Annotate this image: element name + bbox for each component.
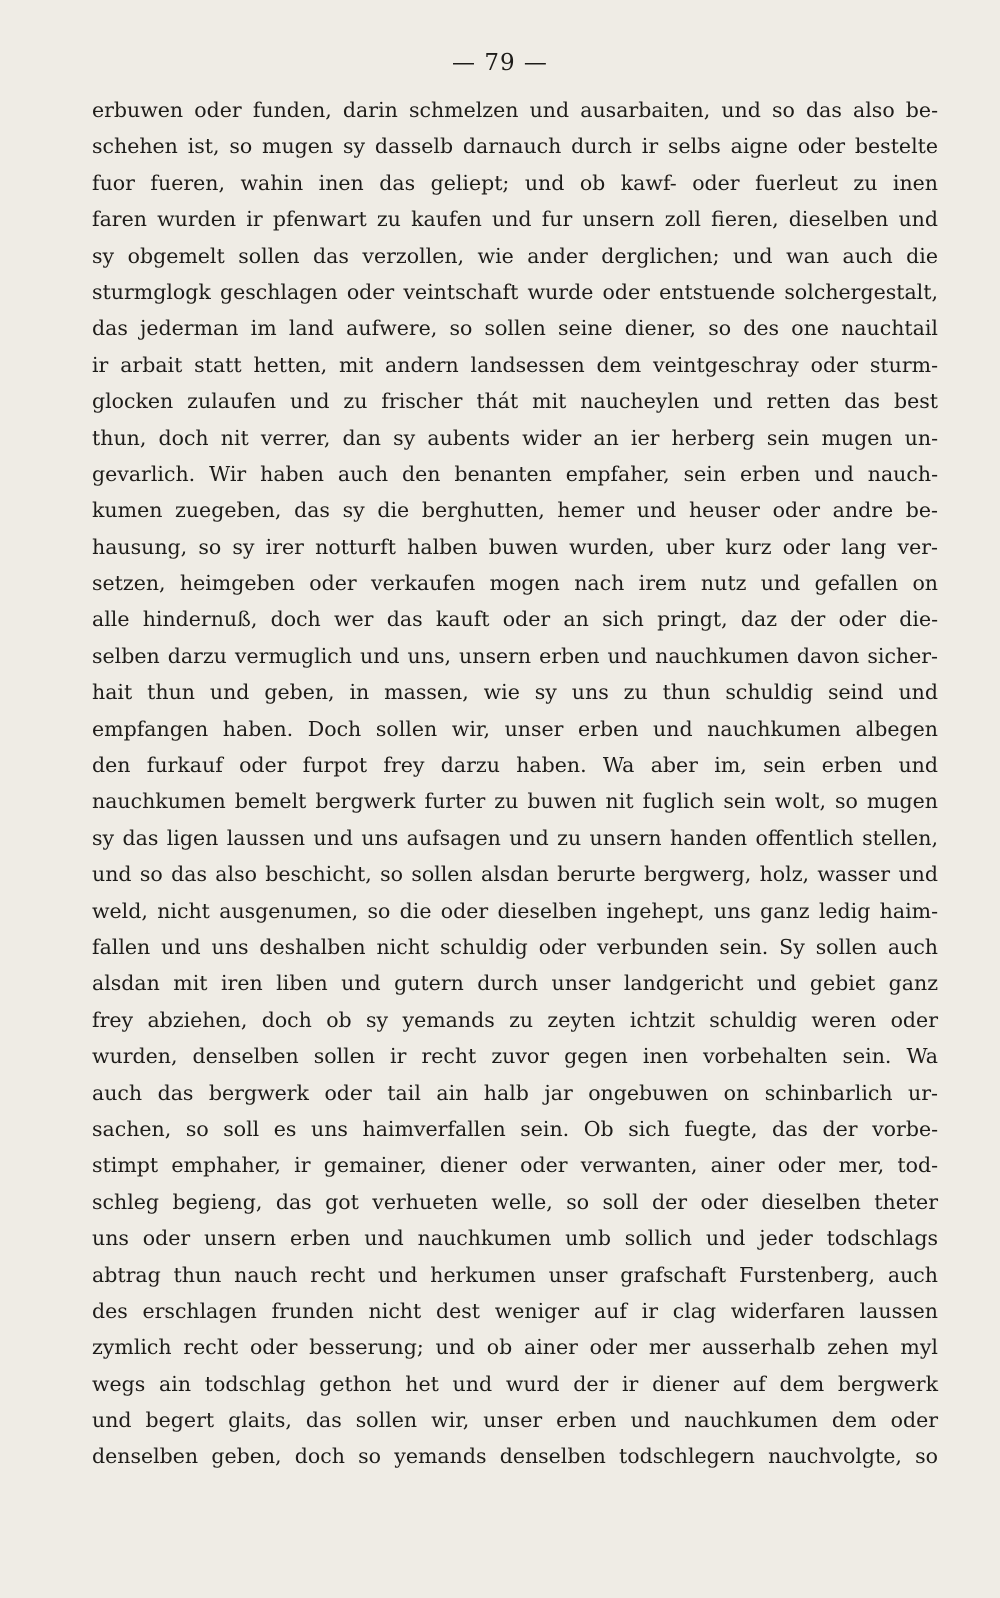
text-line: setzen, heimgeben oder verkaufen mogen nach irem nutz und gefallen on xyxy=(92,571,938,596)
text-line: und begert glaits, das sollen wir, unser erben und nauchkumen dem oder xyxy=(92,1408,938,1433)
text-line: hait thun und geben, in massen, wie sy uns zu thun schuldig seind und xyxy=(92,680,938,705)
text-line: glocken zulaufen und zu frischer thát mit naucheylen und retten das best xyxy=(92,389,938,414)
text-line: alsdan mit iren liben und gutern durch unser landgericht und gebiet ganz xyxy=(92,971,938,996)
text-line: thun, doch nit verrer, dan sy aubents wider an ier herberg sein mugen un- xyxy=(92,425,938,450)
text-line: frey abziehen, doch ob sy yemands zu zeyten ichtzit schuldig weren oder xyxy=(92,1007,938,1032)
text-line: stimpt emphaher, ir gemainer, diener oder verwanten, ainer oder mer, tod- xyxy=(92,1153,938,1178)
text-line: gevarlich. Wir haben auch den benanten empfaher, sein erben und nauch- xyxy=(92,461,938,486)
text-line: fallen und uns deshalben nicht schuldig oder verbunden sein. Sy sollen auch xyxy=(92,934,938,959)
text-line: hausung, so sy irer notturft halben buwen wurden, uber kurz oder lang ver- xyxy=(92,534,938,559)
page-number: — 79 — xyxy=(452,50,548,76)
text-line: fuor fueren, wahin inen das geliept; und ob kawf- oder fuerleut zu inen xyxy=(92,170,938,195)
text-line: weld, nicht ausgenumen, so die oder dieselben ingehept, uns ganz ledig haim- xyxy=(92,898,938,923)
text-line: sy obgemelt sollen das verzollen, wie ander derglichen; und wan auch die xyxy=(92,243,938,268)
text-line: das jederman im land aufwere, so sollen seine diener, so des one nauchtail xyxy=(92,316,938,341)
text-line: alle hindernuß, doch wer das kauft oder an sich pringt, daz der oder die- xyxy=(92,607,938,632)
text-line: schleg begieng, das got verhueten welle, so soll der oder dieselben theter xyxy=(92,1189,938,1214)
text-line: schehen ist, so mugen sy dasselb darnauch durch ir selbs aigne oder bestelte xyxy=(92,134,938,159)
text-line: wurden, denselben sollen ir recht zuvor gegen inen vorbehalten sein. Wa xyxy=(92,1044,938,1069)
text-line: des erschlagen frunden nicht dest weniger auf ir clag widerfaren laussen xyxy=(92,1298,938,1323)
text-line: den furkauf oder furpot frey darzu haben. Wa aber im, sein erben und xyxy=(92,753,938,778)
text-line: wegs ain todschlag gethon het und wurd der ir diener auf dem bergwerk xyxy=(92,1371,938,1396)
text-line: zymlich recht oder besserung; und ob ainer oder mer ausserhalb zehen myl xyxy=(92,1335,938,1360)
text-line: denselben geben, doch so yemands denselben todschlegern nauchvolgte, so xyxy=(92,1444,938,1469)
text-line: sy das ligen laussen und uns aufsagen und zu unsern handen offentlich stellen, xyxy=(92,825,938,850)
body-text xyxy=(92,92,938,1475)
text-line: kumen zuegeben, das sy die berghutten, hemer und heuser oder andre be- xyxy=(92,498,938,523)
text-line: nauchkumen bemelt bergwerk furter zu buwen nit fuglich sein wolt, so mugen xyxy=(92,789,938,814)
text-line: faren wurden ir pfenwart zu kaufen und fur unsern zoll fieren, dieselben und xyxy=(92,207,938,232)
text-line: empfangen haben. Doch sollen wir, unser erben und nauchkumen albegen xyxy=(92,716,938,741)
text-line: erbuwen oder funden, darin schmelzen und ausarbaiten, und so das also be- xyxy=(92,98,938,122)
text-line: ir arbait statt hetten, mit andern landsessen dem veintgeschray oder sturm- xyxy=(92,352,938,377)
text-line: sachen, so soll es uns haimverfallen sein. Ob sich fuegte, das der vorbe- xyxy=(92,1116,938,1141)
text-line: und so das also beschicht, so sollen alsdan berurte bergwerg, holz, wasser und xyxy=(92,862,938,887)
text-line: selben darzu vermuglich und uns, unsern erben und nauchkumen davon sicher- xyxy=(92,643,938,668)
text-line: uns oder unsern erben und nauchkumen umb sollich und jeder todschlags xyxy=(92,1226,938,1251)
text-line: auch das bergwerk oder tail ain halb jar ongebuwen on schinbarlich ur- xyxy=(92,1080,938,1105)
text-line: sturmglogk geschlagen oder veintschaft wurde oder entstuende solchergestalt, xyxy=(92,279,938,304)
text-line: abtrag thun nauch recht und herkumen unser grafschaft Furstenberg, auch xyxy=(92,1262,938,1287)
